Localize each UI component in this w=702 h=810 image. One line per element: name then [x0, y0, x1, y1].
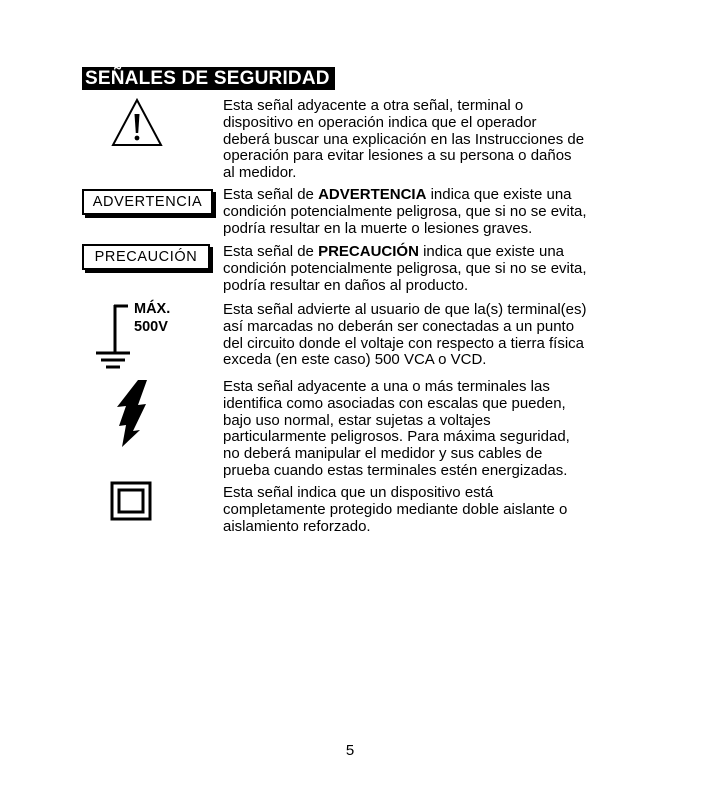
caution-label-box [82, 244, 210, 270]
lightning-description: Esta señal adyacente a una o más terminales las identifica como asociadas con escalas que pueden, bajo uso normal, estar sujetas a voltajes particularmente peligrosos. Para máxima seguridad, no deberá manipular el medidor y sus cables de prueba cuando estas terminales estén energizadas. [223, 378, 570, 479]
caution-text-pre: Esta señal de [223, 243, 319, 260]
warning-text-post: indica que existe una condición potencialmente peligrosa, que si no se evita, podría resultar en la muerte o lesiones graves. [223, 186, 587, 237]
triangle-description: Esta señal adyacente a otra señal, terminal o dispositivo en operación indica que el operador deberá buscar una explicación en las Instrucciones de operación para evitar lesiones a su persona o daños al medidor. [223, 97, 585, 182]
page-title: SEÑALES DE SEGURIDAD [82, 67, 335, 90]
double-insulation-description: Esta señal indica que un dispositivo está completamente protegido mediante doble aislante o aislamiento reforzado. [223, 484, 568, 535]
ground-terminal-icon [90, 300, 134, 372]
caution-description [223, 244, 623, 294]
caution-text-bold: PRECAUCIÓN [318, 243, 419, 260]
caution-text-post: indica que existe una condición potencialmente peligrosa, que si no se evita, podría resultar en daños al producto. [223, 243, 587, 294]
max-voltage-description: Esta señal advierte al usuario de que la(s) terminal(es) así marcadas no deberán ser conectadas a un punto del circuito donde el voltaje con respecto a tierra física exceda (en este caso) 500 VCA o VCD. [223, 301, 587, 369]
warning-label: ADVERTENCIA [92, 194, 203, 210]
lightning-bolt-icon [113, 379, 151, 449]
max-voltage-label: 500V [134, 319, 168, 335]
warning-description [223, 187, 623, 237]
warning-text-bold: ADVERTENCIA [318, 186, 427, 203]
max-label: MÁX. [134, 301, 171, 317]
warning-text-pre: Esta señal de [223, 186, 319, 203]
caution-label: PRECAUCIÓN [94, 249, 198, 265]
page-number: 5 [345, 742, 355, 759]
double-insulation-icon [110, 481, 152, 521]
caution-triangle-icon [111, 98, 163, 148]
warning-label-box [82, 189, 213, 215]
